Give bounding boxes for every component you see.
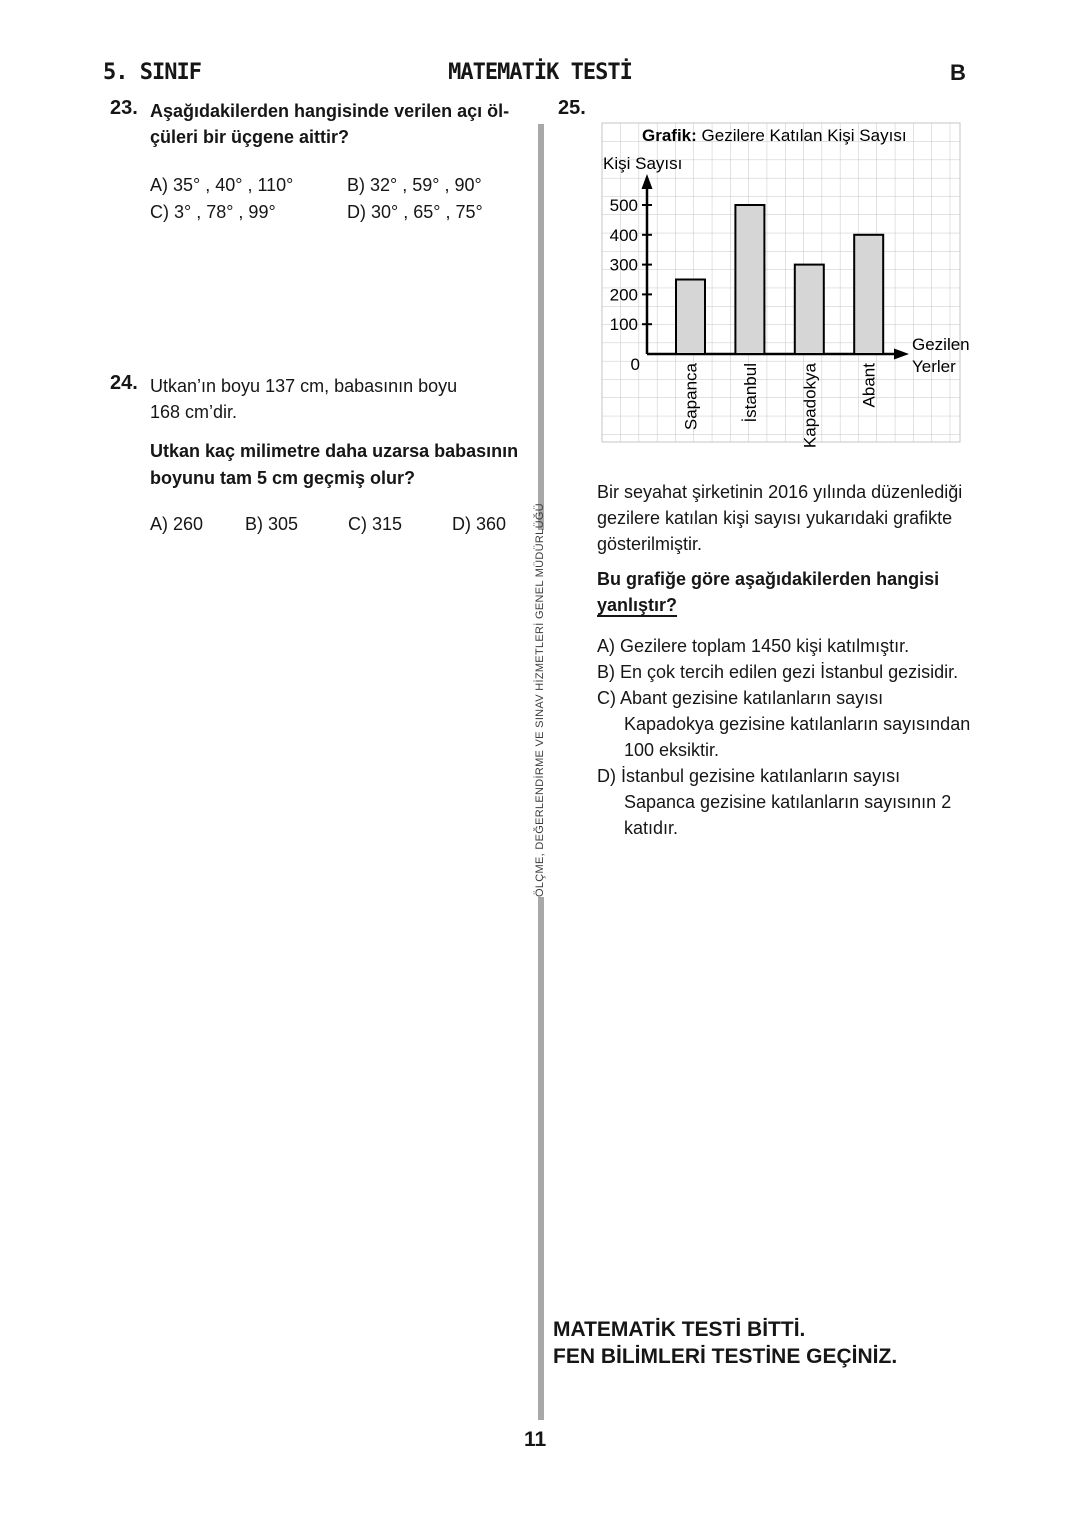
question-24-option-c: C) 315 bbox=[348, 514, 403, 534]
question-24-option-b: B) 305 bbox=[245, 514, 299, 534]
question-25-paragraph-line: Bir seyahat şirketinin 2016 yılında düzenlediği bbox=[597, 482, 963, 502]
chart-bar bbox=[854, 235, 883, 354]
booklet-letter: B bbox=[950, 60, 966, 85]
x-category-label: Abant bbox=[859, 363, 879, 408]
question-24-option-a: A) 260 bbox=[150, 514, 204, 534]
y-tick-label: 300 bbox=[609, 255, 638, 275]
question-25-option-c: C) Abant gezisine katılanların sayısı bbox=[597, 688, 884, 708]
column-divider-bar bbox=[538, 897, 544, 1420]
question-24-stem-line: 168 cm’dir. bbox=[150, 402, 238, 422]
question-25-option-d-cont: Sapanca gezisine katılanların sayısının 2 bbox=[624, 792, 952, 812]
question-23-stem-line: Aşağıdakilerden hangisinde verilen açı öl- bbox=[150, 101, 510, 121]
y-tick-label: 200 bbox=[609, 285, 638, 305]
question-23-option-d: D) 30° , 65° , 75° bbox=[347, 202, 483, 222]
question-25-option-d: D) İstanbul gezisine katılanların sayısı bbox=[597, 766, 901, 786]
question-25-number: 25. bbox=[558, 97, 586, 119]
question-23-option-a: A) 35° , 40° , 110° bbox=[150, 175, 294, 195]
question-24-stem-line: Utkan’ın boyu 137 cm, babasının boyu bbox=[150, 376, 458, 396]
chart-title: Grafik: Gezilere Katılan Kişi Sayısı bbox=[642, 126, 907, 145]
page-number: 11 bbox=[524, 1428, 547, 1451]
divider-vertical-text: ÖLÇME, DEĞERLENDİRME VE SINAV HİZMETLERİ GENEL MÜDÜRLÜĞÜ bbox=[534, 503, 546, 897]
chart-bar bbox=[735, 205, 764, 354]
question-24-bold-line: boyunu tam 5 cm geçmiş olur? bbox=[150, 468, 416, 488]
question-24-number: 24. bbox=[110, 372, 138, 394]
x-axis-label: Yerler bbox=[912, 357, 956, 376]
question-23-number: 23. bbox=[110, 97, 138, 119]
question-25-option-b: B) En çok tercih edilen gezi İstanbul gezisidir. bbox=[597, 662, 959, 682]
y-tick-label: 100 bbox=[609, 315, 638, 335]
x-category-label: İstanbul bbox=[740, 363, 760, 423]
bar-chart bbox=[560, 100, 1000, 480]
question-25-option-c-cont: 100 eksiktir. bbox=[624, 740, 720, 760]
bar-chart-svg bbox=[560, 100, 1000, 480]
question-23-option-c: C) 3° , 78° , 99° bbox=[150, 202, 276, 222]
question-24-bold-line: Utkan kaç milimetre daha uzarsa babasının bbox=[150, 441, 519, 461]
question-25-paragraph-line: gezilere katılan kişi sayısı yukarıdaki grafikte bbox=[597, 508, 953, 528]
y-tick-label: 500 bbox=[609, 196, 638, 215]
test-end-notice: FEN BİLİMLERİ TESTİNE GEÇİNİZ. bbox=[553, 1345, 898, 1368]
x-category-label: Kapadokya bbox=[800, 363, 820, 449]
x-axis-label: Gezilen bbox=[912, 335, 970, 354]
question-25-option-d-cont: katıdır. bbox=[624, 818, 679, 838]
column-divider-bar bbox=[538, 124, 544, 530]
question-25-option-a: A) Gezilere toplam 1450 kişi katılmıştır. bbox=[597, 636, 910, 656]
chart-bar bbox=[676, 280, 705, 355]
page-title: MATEMATİK TESTİ bbox=[448, 60, 632, 85]
question-25-bold-underlined: yanlıştır? bbox=[597, 595, 678, 615]
question-23-stem-line: çüleri bir üçgene aittir? bbox=[150, 127, 350, 147]
question-25-paragraph-line: gösterilmiştir. bbox=[597, 534, 703, 554]
y-tick-label: 400 bbox=[609, 225, 638, 245]
question-23-option-b: B) 32° , 59° , 90° bbox=[347, 175, 482, 195]
y-tick-label: 0 bbox=[630, 355, 640, 374]
test-end-notice: MATEMATİK TESTİ BİTTİ. bbox=[553, 1318, 806, 1341]
question-25-option-c-cont: Kapadokya gezisine katılanların sayısından bbox=[624, 714, 971, 734]
y-axis-label: Kişi Sayısı bbox=[603, 154, 683, 173]
x-category-label: Sapanca bbox=[681, 363, 701, 431]
chart-bar bbox=[795, 265, 824, 354]
question-25-bold-line: Bu grafiğe göre aşağıdakilerden hangisi bbox=[597, 569, 940, 589]
header-grade: 5. SINIF bbox=[103, 60, 201, 85]
question-24-option-d: D) 360 bbox=[452, 514, 507, 534]
